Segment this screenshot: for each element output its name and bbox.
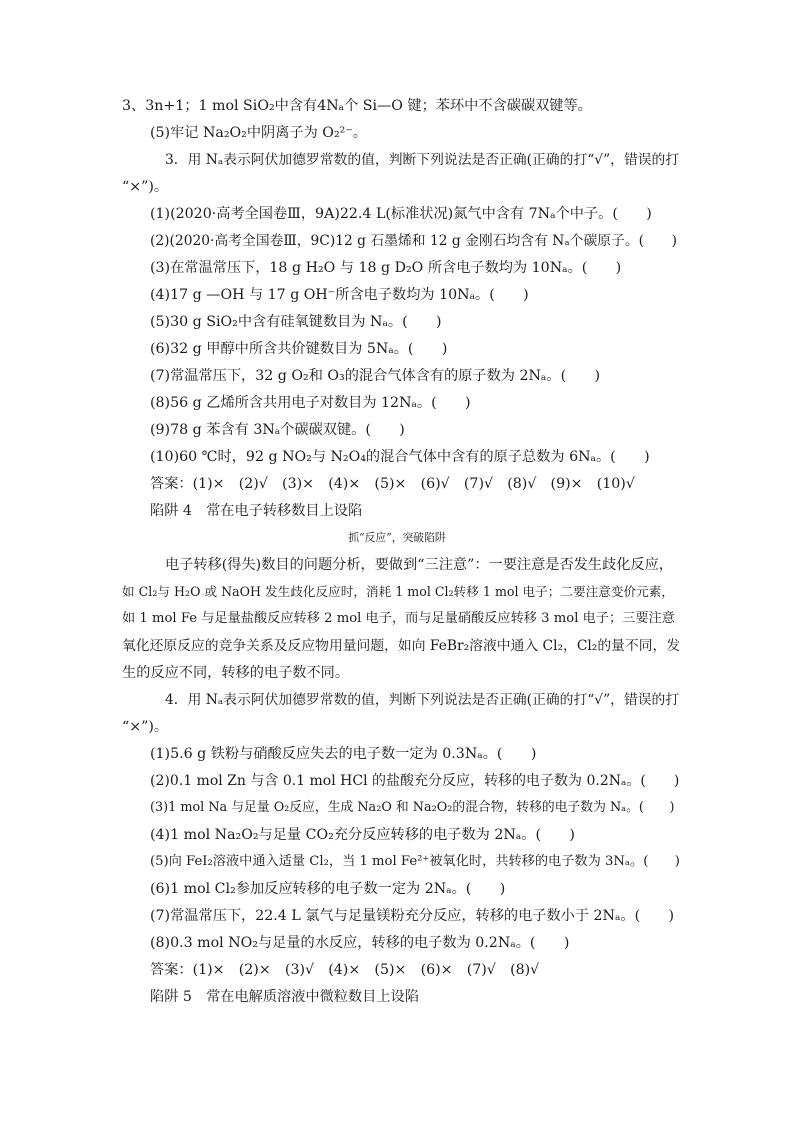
question-item: (4)1 mol Na₂O₂与足量 CO₂充分反应转移的电子数为 2Nₐ。( ) [150, 827, 575, 843]
question-item: (2)(2020·高考全国卷Ⅲ，9C)12 g 石墨烯和 12 g 金刚石均含有 Nₐ个碳原子。( ) [150, 233, 678, 249]
paragraph-line: 氧化还原反应的竞争关系及反应物用量问题，如向 FeBr₂溶液中通入 Cl₂，Cl₂的量不同，发 [122, 638, 681, 654]
question-item: (9)78 g 苯含有 3Nₐ个碳碳双键。( ) [150, 422, 405, 438]
question-item: (6)1 mol Cl₂参加反应转移的电子数一定为 2Nₐ。( ) [150, 881, 506, 897]
section-subtitle: 抓“反应”，突破陷阱 [348, 531, 446, 544]
question-item: (10)60 ℃时，92 g NO₂与 N₂O₄的混合气体中含有的原子总数为 6Nₐ。( ) [150, 449, 650, 465]
text-line: “×”)。 [122, 719, 169, 735]
answer-line: 答案：(1)× (2)√ (3)× (4)× (5)× (6)√ (7)√ (8)√ (9)× (10)√ [150, 476, 635, 492]
question-item: (8)0.3 mol NO₂与足量的水反应，转移的电子数为 0.2Nₐ。( ) [150, 935, 570, 951]
answer-line: 答案：(1)× (2)× (3)√ (4)× (5)× (6)× (7)√ (8)√ [150, 962, 540, 978]
section-heading: 陷阱 4 常在电子转移数目上设陷 [150, 503, 363, 519]
question-item: (7)常温常压下，32 g O₂和 O₃的混合气体含有的原子数为 2Nₐ。( ) [150, 368, 601, 384]
section-heading: 陷阱 5 常在电解质溶液中微粒数目上设陷 [150, 989, 419, 1005]
paragraph-line: 如 1 mol Fe 与足量盐酸反应转移 2 mol 电子，而与足量硝酸反应转移 3 mol 电子；三要注意 [122, 611, 675, 626]
question-item: (5)30 g SiO₂中含有硅氧键数目为 Nₐ。( ) [150, 314, 442, 330]
text-line: “×”)。 [122, 179, 169, 195]
question-item: (8)56 g 乙烯所含共用电子对数目为 12Nₐ。( ) [150, 395, 471, 411]
question-item: (7)常温常压下，22.4 L 氯气与足量镁粉充分反应，转移的电子数小于 2Nₐ。( ) [150, 908, 675, 924]
question-item: (6)32 g 甲醇中所含共价键数目为 5Nₐ。( ) [150, 341, 448, 357]
text-line: (5)牢记 Na₂O₂中阴离子为 O₂²⁻。 [150, 125, 367, 141]
question-item: (5)向 FeI₂溶液中通入适量 Cl₂，当 1 mol Fe²⁺被氧化时，共转移的电子数为 3Nₐ。( ) [150, 854, 680, 869]
question-3-stem: 3．用 Nₐ表示阿伏加德罗常数的值，判断下列说法是否正确(正确的打“√”，错误的打 [165, 152, 680, 168]
text-line: 3、3n+1；1 mol SiO₂中含有4Nₐ个 Si—O 键；苯环中不含碳碳双键等。 [122, 98, 592, 114]
question-4-stem: 4．用 Nₐ表示阿伏加德罗常数的值，判断下列说法是否正确(正确的打“√”，错误的打 [165, 692, 680, 708]
question-item: (4)17 g —OH 与 17 g OH⁻所含电子数均为 10Nₐ。( ) [150, 287, 529, 303]
paragraph-line: 如 Cl₂与 H₂O 或 NaOH 发生歧化反应时，消耗 1 mol Cl₂转移 1 mol 电子；二要注意变价元素， [122, 584, 674, 599]
paragraph-line: 电子转移(得失)数目的问题分析，要做到“三注意”：一要注意是否发生歧化反应， [165, 557, 673, 573]
question-item: (2)0.1 mol Zn 与含 0.1 mol HCl 的盐酸充分反应，转移的电子数为 0.2Nₐ。( ) [150, 773, 680, 789]
question-item: (1)(2020·高考全国卷Ⅲ，9A)22.4 L(标准状况)氮气中含有 7Nₐ个中子。( ) [150, 206, 652, 222]
question-item: (3)1 mol Na 与足量 O₂反应，生成 Na₂O 和 Na₂O₂的混合物，转移的电子数为 Nₐ。( ) [150, 800, 675, 815]
paragraph-line: 生的反应不同，转移的电子数不同。 [122, 665, 350, 681]
question-item: (3)在常温常压下，18 g H₂O 与 18 g D₂O 所含电子数均为 10Nₐ。( ) [150, 260, 622, 276]
question-item: (1)5.6 g 铁粉与硝酸反应失去的电子数一定为 0.3Nₐ。( ) [150, 746, 537, 762]
